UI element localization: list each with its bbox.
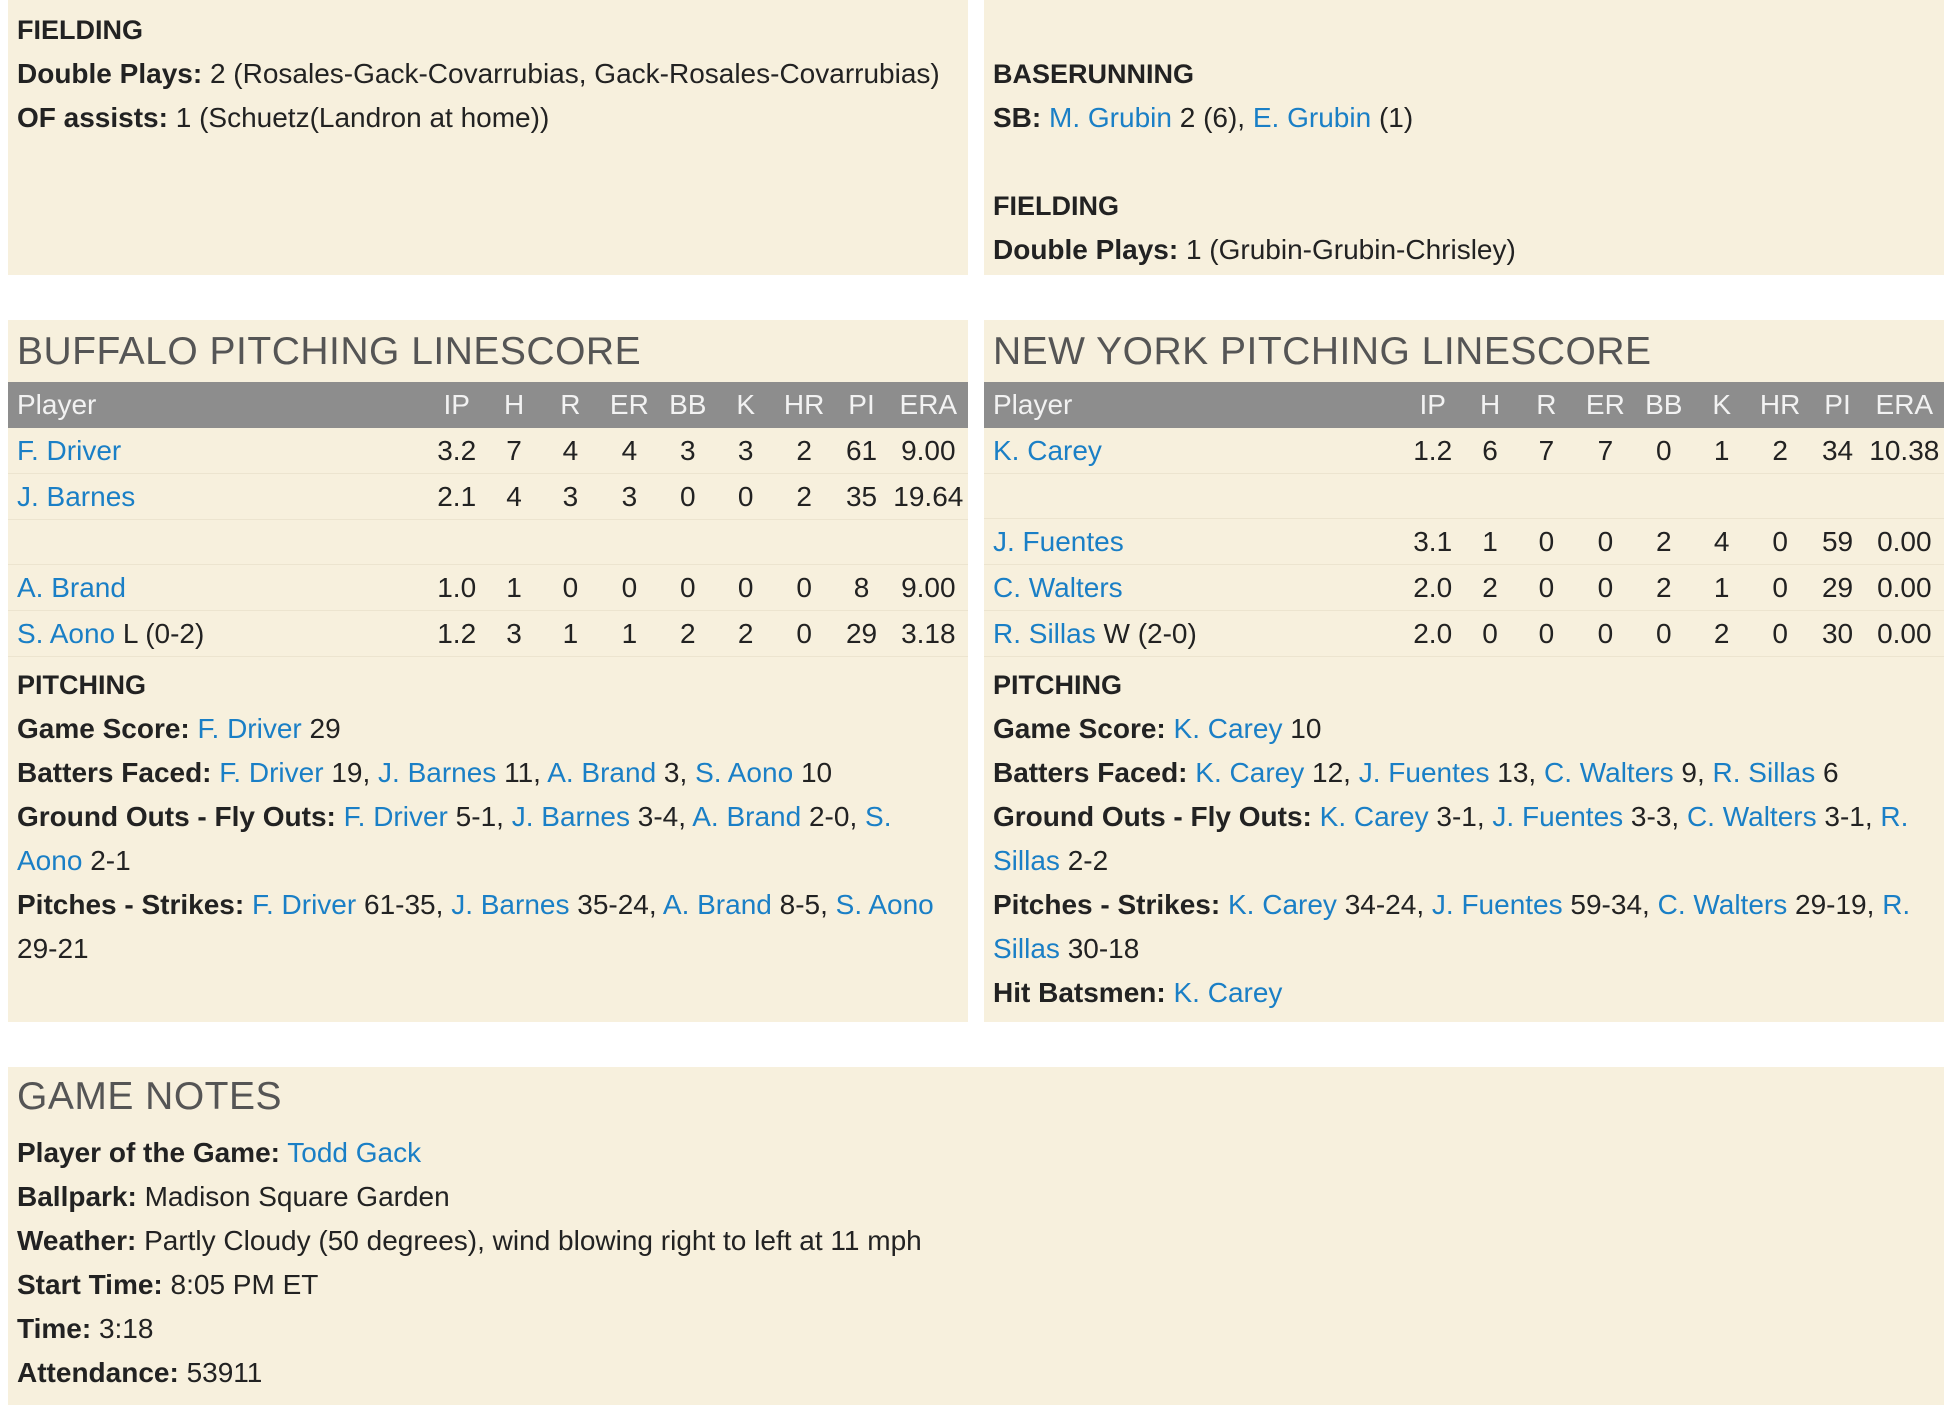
stat-value: 9, [1681,757,1705,788]
player-link[interactable]: J. Fuentes [993,525,1124,557]
player-link[interactable]: K. Carey [1195,757,1305,788]
ip-cell: 3.2 [425,428,488,474]
player-link[interactable]: J. Fuentes [1492,801,1624,832]
stat-value: 5-1, [455,801,504,832]
game-score-line [17,707,959,751]
buffalo-pitching-panel [8,320,968,1022]
column-header: R [540,382,601,428]
column-header: PI [1810,382,1864,428]
r-cell: 4 [540,428,601,474]
ground-fly-outs-line [993,795,1935,883]
table-row [984,611,1944,657]
batters-faced-label: Batters Faced: [993,757,1188,788]
pitching-heading: PITCHING [993,670,1123,700]
stat-value: 3, [663,757,688,788]
game-score-value: 10 [1290,713,1322,744]
column-header: IP [425,382,488,428]
pi-cell: 35 [834,474,888,520]
k-cell: 4 [1694,519,1750,565]
bb-cell: 3 [658,428,717,474]
bb-cell: 0 [658,565,717,611]
column-header: HR [1750,382,1811,428]
go-fo-label: Ground Outs - Fly Outs: [17,801,336,832]
stat-value: 59-34, [1570,889,1650,920]
sb-value: (1) [1378,102,1414,133]
of-assists-label: OF assists: [17,102,168,133]
era-cell: 0.00 [1865,519,1944,565]
stat-value: 6 [1823,757,1839,788]
pi-cell: 61 [834,428,888,474]
of-assists-line [17,96,959,140]
era-cell: 0.00 [1865,565,1944,611]
player-link[interactable]: C. Walters [993,571,1123,603]
section-title: NEW YORK PITCHING LINESCORE [993,330,1652,373]
column-header: IP [1401,382,1464,428]
table-header-row [984,382,1944,428]
start-time-label: Start Time: [17,1269,163,1300]
stat-value: 61-35, [364,889,444,920]
column-header: K [718,382,774,428]
player-link[interactable]: F. Driver [343,801,448,832]
player-link[interactable]: K. Carey [993,434,1102,466]
player-link[interactable]: R. Sillas [1712,757,1816,788]
game-score-label: Game Score: [993,713,1166,744]
r-cell: 0 [1516,565,1577,611]
pitches-strikes-line [993,883,1935,971]
player-of-game-line [17,1131,1935,1175]
player-link[interactable]: F. Driver [219,757,324,788]
of-assists-value: 1 (Schuetz(Landron at home)) [175,102,550,133]
table-row [984,519,1944,565]
ip-cell: 2.0 [1401,565,1464,611]
k-cell: 0 [718,474,774,520]
hr-cell: 2 [1750,428,1811,474]
h-cell: 4 [488,474,540,520]
er-cell: 0 [601,565,658,611]
pi-cell: 8 [834,565,888,611]
hr-cell: 0 [774,565,835,611]
hit-batsmen-label: Hit Batsmen: [993,977,1166,1008]
ip-cell: 2.1 [425,474,488,520]
player-link[interactable]: F. Driver [197,713,302,744]
stat-value: 29-21 [17,933,89,964]
bb-cell: 0 [1634,428,1693,474]
hit-batsmen-line [993,971,1935,1015]
column-header: Player [984,382,1401,428]
r-cell: 0 [1516,611,1577,657]
column-header: R [1516,382,1577,428]
ip-cell: 3.1 [1401,519,1464,565]
time-label: Time: [17,1313,92,1344]
baserunning-heading: BASERUNNING [993,59,1195,89]
pitches-label: Pitches - Strikes: [993,889,1221,920]
pi-cell: 30 [1810,611,1864,657]
newyork-baserunning-panel [984,0,1944,275]
era-cell: 9.00 [889,565,968,611]
stat-value: 2-0, [808,801,858,832]
column-header: Player [8,382,425,428]
player-link[interactable]: K. Carey [1227,889,1337,920]
er-cell: 0 [1577,611,1634,657]
player-link[interactable]: S. Aono [17,801,892,876]
column-header: HR [774,382,835,428]
player-link-e-grubin[interactable]: E. Grubin [1252,102,1372,133]
pitching-notes [984,657,1944,1015]
stat-value: 3-3, [1630,801,1680,832]
ip-cell: 1.0 [425,565,488,611]
time-value: 3:18 [98,1313,154,1344]
table-row [8,565,968,611]
era-cell: 3.18 [889,611,968,657]
weather-label: Weather: [17,1225,137,1256]
bb-cell: 2 [1634,519,1693,565]
column-header: H [1464,382,1516,428]
era-cell: 19.64 [889,474,968,520]
batters-faced-label: Batters Faced: [17,757,212,788]
stat-value: 2-2 [1067,845,1109,876]
game-score-line [993,707,1935,751]
attendance-label: Attendance: [17,1357,179,1388]
player-link[interactable]: K. Carey [1319,801,1429,832]
game-notes-panel [8,1067,1944,1405]
decision-label: W (2-0) [1103,617,1197,649]
stat-value: 34-24, [1344,889,1425,920]
player-link[interactable]: Todd Gack [287,1137,422,1168]
player-link-m-grubin[interactable]: M. Grubin [1049,102,1172,133]
buffalo-fielding-panel [8,0,968,275]
bb-cell: 2 [658,611,717,657]
er-cell: 0 [1577,519,1634,565]
player-link[interactable]: R. Sillas [993,801,1909,876]
stat-value: 11, [504,757,541,788]
h-cell: 7 [488,428,540,474]
table-row [984,565,1944,611]
era-cell: 10.38 [1865,428,1944,474]
ground-fly-outs-line [17,795,959,883]
player-link[interactable]: R. Sillas [993,617,1096,649]
player-link[interactable]: C. Walters [1543,757,1674,788]
er-cell: 4 [601,428,658,474]
table-row [8,611,968,657]
hr-cell: 0 [1750,519,1811,565]
k-cell: 1 [1694,428,1750,474]
player-link[interactable]: J. Barnes [17,480,136,512]
bb-cell: 0 [1634,611,1693,657]
k-cell: 2 [718,611,774,657]
decision-label: L (0-2) [122,617,205,649]
pi-cell: 34 [1810,428,1864,474]
section-title: BUFFALO PITCHING LINESCORE [17,330,642,373]
ip-cell: 1.2 [1401,428,1464,474]
player-link[interactable]: S. Aono [835,889,934,920]
stat-value: 29-19, [1795,889,1875,920]
game-score-value: 29 [309,713,341,744]
fielding-heading: FIELDING [993,191,1119,221]
stat-value: 3-4, [637,801,687,832]
double-plays-label: Double Plays: [17,58,203,89]
player-link[interactable]: F. Driver [251,889,357,920]
stat-value: 19, [331,757,371,788]
double-plays-value: 1 (Grubin-Grubin-Chrisley) [1185,234,1516,265]
h-cell: 1 [1464,519,1516,565]
hr-cell: 0 [1750,565,1811,611]
h-cell: 1 [488,565,540,611]
hr-cell: 2 [774,474,835,520]
stat-value: 10 [800,757,833,788]
r-cell: 0 [540,565,601,611]
player-link[interactable]: R. Sillas [993,889,1911,964]
player-link[interactable]: J. Barnes [451,889,570,920]
k-cell: 1 [1694,565,1750,611]
h-cell: 0 [1464,611,1516,657]
start-time-line [17,1263,1935,1307]
fielding-heading: FIELDING [17,15,143,45]
ballpark-line [17,1175,1935,1219]
pi-cell: 59 [1810,519,1864,565]
table-row [8,428,968,474]
table-spacer-row [8,520,968,565]
er-cell: 0 [1577,565,1634,611]
player-link[interactable]: J. Barnes [378,757,497,788]
column-header: BB [658,382,717,428]
section-title: GAME NOTES [17,1075,283,1118]
sb-label: SB: [993,102,1042,133]
pitching-linescore-table [8,382,968,657]
pitching-linescore-table [984,382,1944,657]
table-header-row [8,382,968,428]
pitches-strikes-line [17,883,959,971]
batters-faced-line [17,751,959,795]
attendance-value: 53911 [186,1357,263,1388]
ip-cell: 2.0 [1401,611,1464,657]
r-cell: 7 [1516,428,1577,474]
player-link[interactable]: J. Fuentes [1358,757,1490,788]
column-header: ERA [889,382,968,428]
column-header: BB [1634,382,1693,428]
player-link[interactable]: K. Carey [1173,977,1283,1008]
player-link[interactable]: A. Brand [692,801,802,832]
h-cell: 2 [1464,565,1516,611]
ballpark-value: Madison Square Garden [144,1181,450,1212]
player-link[interactable]: F. Driver [17,434,122,466]
column-header: ERA [1865,382,1944,428]
era-cell: 9.00 [889,428,968,474]
double-plays-line [993,228,1935,272]
batters-faced-line [993,751,1935,795]
table-row [984,428,1944,474]
column-header: ER [1577,382,1634,428]
hr-cell: 2 [774,428,835,474]
player-link[interactable]: A. Brand [17,571,126,603]
hr-cell: 0 [1750,611,1811,657]
era-cell: 0.00 [1865,611,1944,657]
ballpark-label: Ballpark: [17,1181,137,1212]
attendance-line [17,1351,1935,1395]
player-link[interactable]: C. Walters [1686,801,1817,832]
stat-value: 12, [1312,757,1351,788]
stolen-bases-line [993,96,1935,140]
stat-value: 2-1 [90,845,131,876]
h-cell: 3 [488,611,540,657]
er-cell: 1 [601,611,658,657]
sb-value: 2 (6), [1179,102,1246,133]
stat-value: 35-24, [577,889,657,920]
player-link[interactable]: C. Walters [1657,889,1788,920]
player-link[interactable]: S. Aono [17,617,116,649]
stat-value: 3-1, [1824,801,1873,832]
time-line [17,1307,1935,1351]
pi-cell: 29 [1810,565,1864,611]
game-score-label: Game Score: [17,713,190,744]
column-header: PI [834,382,888,428]
potg-label: Player of the Game: [17,1137,280,1168]
weather-line [17,1219,1935,1263]
bb-cell: 2 [1634,565,1693,611]
player-link[interactable]: J. Fuentes [1431,889,1563,920]
stat-value: 8-5, [779,889,828,920]
bb-cell: 0 [658,474,717,520]
er-cell: 7 [1577,428,1634,474]
r-cell: 0 [1516,519,1577,565]
double-plays-label: Double Plays: [993,234,1179,265]
stat-value: 30-18 [1067,933,1140,964]
hr-cell: 0 [774,611,835,657]
table-spacer-row [984,474,1944,519]
pi-cell: 29 [834,611,888,657]
er-cell: 3 [601,474,658,520]
column-header: ER [601,382,658,428]
k-cell: 0 [718,565,774,611]
table-row [8,474,968,520]
r-cell: 1 [540,611,601,657]
stat-value: 13, [1497,757,1537,788]
newyork-pitching-panel [984,320,1944,1022]
player-link[interactable]: J. Barnes [511,801,630,832]
player-link[interactable]: S. Aono [695,757,794,788]
player-link[interactable]: A. Brand [547,757,657,788]
pitching-notes [8,657,968,971]
column-header: K [1694,382,1750,428]
pitching-heading: PITCHING [17,670,147,700]
player-link[interactable]: A. Brand [662,889,772,920]
r-cell: 3 [540,474,601,520]
k-cell: 2 [1694,611,1750,657]
column-header: H [488,382,540,428]
h-cell: 6 [1464,428,1516,474]
start-time-value: 8:05 PM ET [170,1269,319,1300]
go-fo-label: Ground Outs - Fly Outs: [993,801,1312,832]
k-cell: 3 [718,428,774,474]
double-plays-value: 2 (Rosales-Gack-Covarrubias, Gack-Rosales-Covarrubias) [209,58,940,89]
double-plays-line [17,52,959,96]
stat-value: 3-1, [1436,801,1485,832]
player-link[interactable]: K. Carey [1173,713,1283,744]
ip-cell: 1.2 [425,611,488,657]
pitches-label: Pitches - Strikes: [17,889,245,920]
weather-value: Partly Cloudy (50 degrees), wind blowing right to left at 11 mph [144,1225,922,1256]
